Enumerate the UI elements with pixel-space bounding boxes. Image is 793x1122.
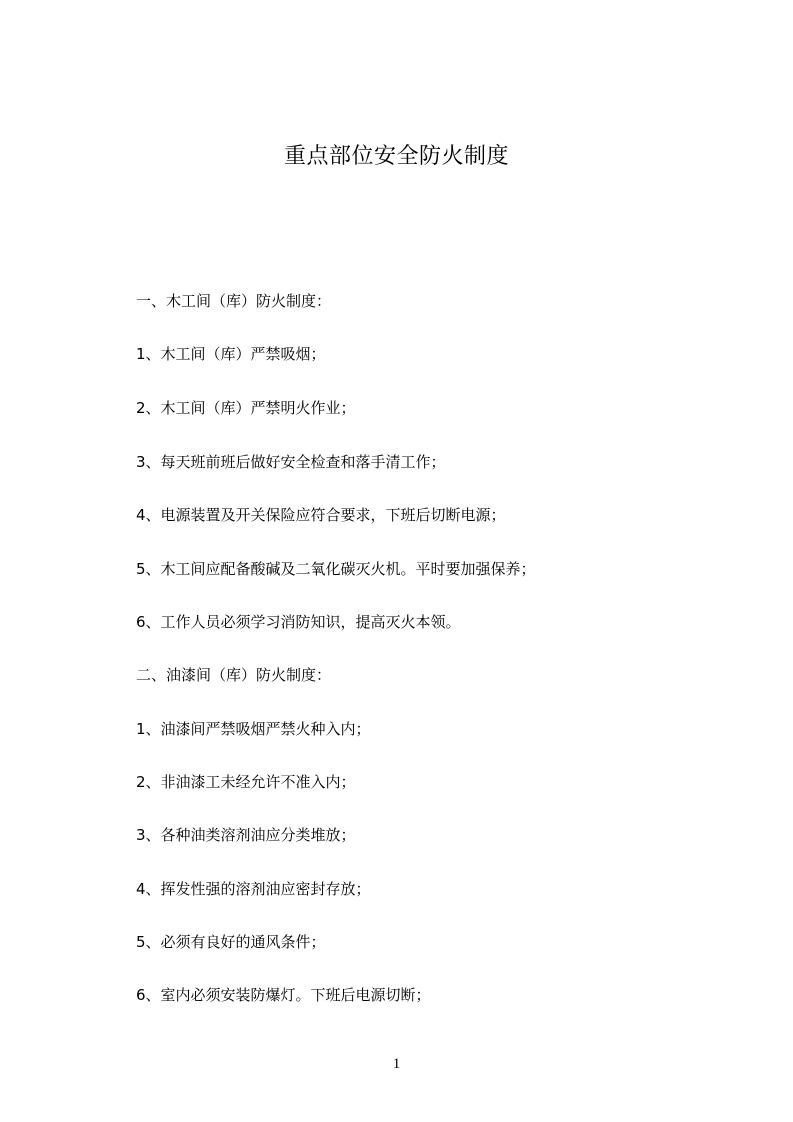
woodshop-rule-1: 1、木工间（库）严禁吸烟； xyxy=(136,345,326,363)
paintshop-rule-2: 2、非油漆工未经允许不准入内； xyxy=(136,773,356,791)
woodshop-rule-5: 5、木工间应配备酸碱及二氧化碳灭火机。平时要加强保养； xyxy=(136,560,536,578)
section-heading-paintshop: 二、油漆间（库）防火制度： xyxy=(136,666,332,684)
document-title: 重点部位安全防火制度 xyxy=(283,144,509,169)
paintshop-rule-3: 3、各种油类溶剂油应分类堆放； xyxy=(136,826,356,844)
paintshop-rule-4: 4、挥发性强的溶剂油应密封存放； xyxy=(136,880,371,898)
paintshop-rule-5: 5、必须有良好的通风条件； xyxy=(136,933,326,951)
woodshop-rule-2: 2、木工间（库）严禁明火作业； xyxy=(136,399,356,417)
woodshop-rule-6: 6、工作人员必须学习消防知识，提高灭火本领。 xyxy=(136,613,461,631)
page-number: 1 xyxy=(392,1056,401,1072)
paintshop-rule-6: 6、室内必须安装防爆灯。下班后电源切断； xyxy=(136,986,431,1004)
paintshop-rule-1: 1、油漆间严禁吸烟严禁火种入内； xyxy=(136,720,371,738)
section-heading-woodshop: 一、木工间（库）防火制度： xyxy=(136,292,332,310)
woodshop-rule-3: 3、每天班前班后做好安全检查和落手清工作； xyxy=(136,453,446,471)
woodshop-rule-4: 4、电源装置及开关保险应符合要求，下班后切断电源； xyxy=(136,506,506,524)
